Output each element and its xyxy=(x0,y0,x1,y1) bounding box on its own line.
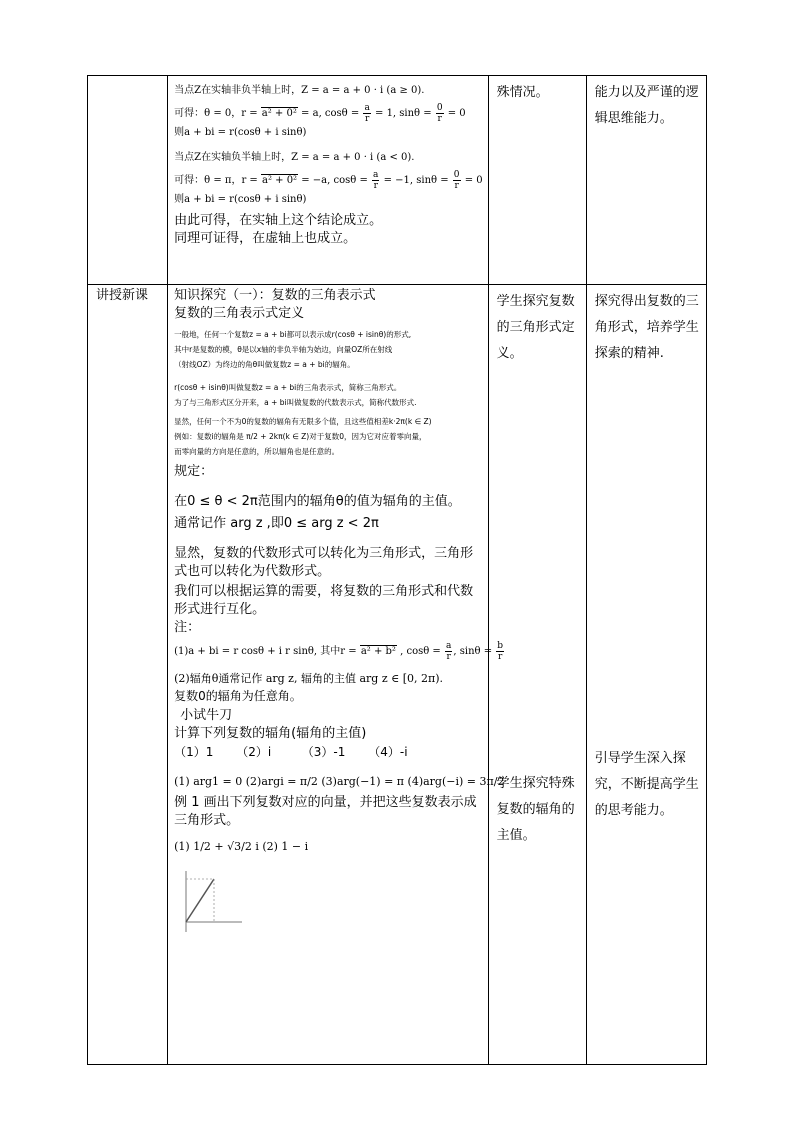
real-positive-result: 则a + bi = r(cosθ + i sinθ) xyxy=(174,127,307,138)
rule-line: 在0 ≤ θ < 2π范围内的辐角θ的值为辐角的主值。 xyxy=(174,494,461,509)
student-activity-a: 学生探究复数的三角形式定义。 xyxy=(496,294,575,361)
paragraph: 我们可以根据运算的需要，将复数的三角形式和代数形式进行互化。 xyxy=(174,584,474,617)
section-label-cell xyxy=(88,285,168,1065)
student-activity-cell xyxy=(488,285,586,1065)
paragraph: 显然，复数的代数形式可以转化为三角形式，三角形式也可以转化为代数形式。 xyxy=(174,546,474,579)
content-cell xyxy=(168,285,505,1065)
definition-line: 而零向量的方向是任意的，所以辐角也是任意的。 xyxy=(174,447,340,456)
example-items: (1) 1/2 + √3/2 i (2) 1 − i xyxy=(174,840,309,853)
table-row xyxy=(88,76,707,285)
section-label: 讲授新课 xyxy=(96,288,149,303)
trial-items: （1）1 （2）i （3）-1 （4）-i xyxy=(174,745,408,759)
trial-label: 小试牛刀 xyxy=(180,708,233,723)
real-negative-derivation: 可得：θ = π，r = a² + 0² = −a, cosθ = $\frac{a}{r}$ = −1, sinθ = $\frac{0}{r}$ = 0 xyxy=(174,170,483,191)
real-negative-result: 则a + bi = r(cosθ + i sinθ) xyxy=(174,194,307,205)
student-activity-b: 学生探究特殊复数的辐角的主值。 xyxy=(496,776,575,843)
real-positive-derivation: 可得：θ = 0，r = a² + 0² = a, cosθ = $\frac{a}{r}$ = 1, sinθ = $\frac{0}{r}$ = 0 xyxy=(174,103,466,124)
note-label: 注： xyxy=(174,620,201,635)
definition-line: 一般地，任何一个复数z = a + bi都可以表示成r(cosθ + isinθ)的形式, xyxy=(174,330,412,339)
definition-line: （射线OZ）为终边的角θ叫做复数z = a + bi的辐角。 xyxy=(174,360,355,369)
definition-line: 其中r是复数的模，θ是以x轴的非负半轴为始边，向量OZ所在射线 xyxy=(174,345,393,354)
rule-label: 规定： xyxy=(174,464,214,479)
lesson-table xyxy=(87,75,707,1065)
student-activity-cell: 殊情况。 xyxy=(488,76,586,285)
table-row xyxy=(88,285,707,1065)
content-cell xyxy=(168,76,489,285)
real-positive-intro: 当点Z在实轴非负半轴上时，Z = a = a + 0 · i (a ≥ 0). xyxy=(174,85,425,96)
definition-line: 显然，任何一个不为0的复数的辐角有无限多个值，且这些值相差k·2π(k ∈ Z) xyxy=(174,417,432,426)
section-heading: 知识探究（一）：复数的三角表示式 xyxy=(174,288,376,303)
example-1: 例 1 画出下列复数对应的向量，并把这些复数表示成三角形式。 xyxy=(174,795,477,828)
note-3: 复数0的辐角为任意角。 xyxy=(174,689,302,703)
conclusion-imaginary-axis: 同理可证得，在虚轴上也成立。 xyxy=(174,231,357,246)
design-intent-a: 探究得出复数的三角形式，培养学生探索的精神. xyxy=(594,294,699,361)
vector-diagram xyxy=(176,867,246,937)
definition-line: 例如：复数i的辐角是 π/2 + 2kπ(k ∈ Z)对于复数0，因为它对应着零向量， xyxy=(174,432,427,441)
rule-line: 通常记作 arg z ,即0 ≤ arg z < 2π xyxy=(174,516,379,531)
conclusion-real-axis: 由此可得，在实轴上这个结论成立。 xyxy=(174,213,383,228)
section-subheading: 复数的三角表示式定义 xyxy=(174,306,305,321)
definition-line: r(cosθ + isinθ)叫做复数z = a + bi的三角表示式，简称三角形式。 xyxy=(174,383,402,392)
definition-line: 为了与三角形式区分开来，a + bi叫做复数的代数表示式，简称代数形式. xyxy=(174,398,417,407)
design-intent-cell: 能力以及严谨的逻辑思维能力。 xyxy=(586,76,706,285)
trial-task: 计算下列复数的辐角(辐角的主值) xyxy=(174,726,367,741)
note-1: (1)a + bi = r cosθ + i r sinθ, 其中r = a² + b² , cosθ = $\frac{a}{r}$ , sinθ = $\frac{b}{r}$ xyxy=(174,641,504,662)
design-intent-b: 引导学生深入探究，不断提高学生的思考能力。 xyxy=(594,751,699,818)
trial-answers: (1) arg1 = 0 (2)argi = π/2 (3)arg(−1) = π (4)arg(−i) = 3π/2 xyxy=(174,775,505,788)
label-cell-empty xyxy=(88,76,168,285)
note-2: (2)辐角θ通常记作 arg z, 辐角的主值 arg z ∈ [0, 2π). xyxy=(174,672,444,685)
design-intent-cell xyxy=(586,285,706,1065)
real-negative-intro: 当点Z在实轴负半轴上时，Z = a = a + 0 · i (a < 0). xyxy=(174,152,415,163)
